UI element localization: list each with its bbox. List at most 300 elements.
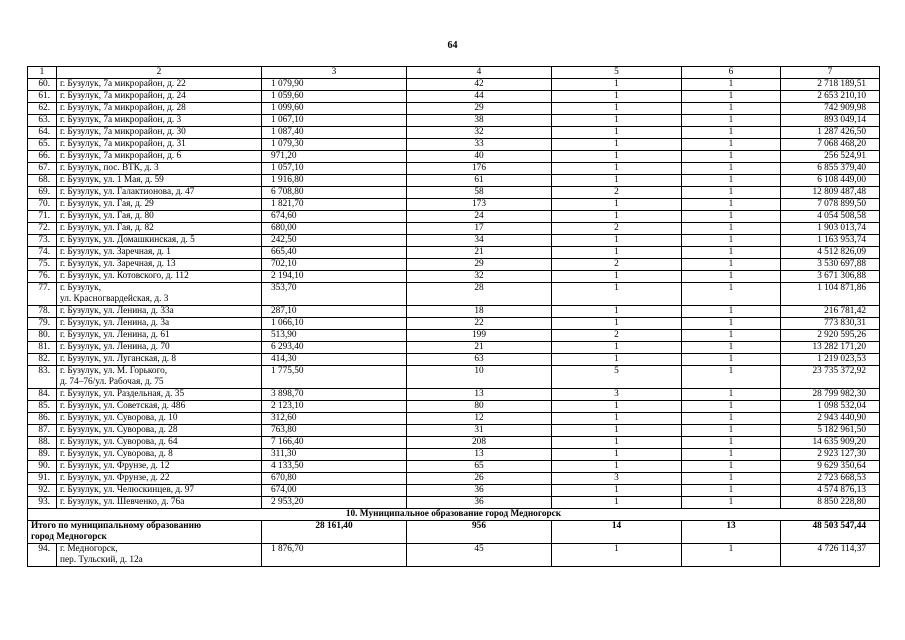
row-number: 69. — [28, 187, 57, 199]
cost-cell: 2 723 668,53 — [781, 473, 880, 485]
address-cell — [57, 127, 262, 139]
row-number: 72. — [28, 223, 57, 235]
table-row — [28, 187, 880, 199]
area-cell: 6 708,80 — [262, 187, 407, 199]
address-cell — [57, 473, 262, 485]
row-number: 86. — [28, 413, 57, 425]
total-col5: 14 — [552, 521, 682, 544]
col4-cell: 32 — [407, 271, 552, 283]
col4-cell: 29 — [407, 259, 552, 271]
col4-cell: 36 — [407, 485, 552, 497]
col5-cell: 1 — [552, 401, 682, 413]
address-cell — [57, 401, 262, 413]
address-cell-line: г. Бузулук, ул. Суворова, д. 64 — [60, 437, 178, 447]
address-cell — [57, 175, 262, 187]
col4-cell: 40 — [407, 151, 552, 163]
page-number: 64 — [447, 40, 458, 51]
col6-cell: 1 — [682, 115, 781, 127]
table-row — [28, 271, 880, 283]
cost-cell: 2 653 210,10 — [781, 91, 880, 103]
col6-cell: 1 — [682, 199, 781, 211]
col5-cell: 1 — [552, 318, 682, 330]
col5-cell: 1 — [552, 485, 682, 497]
address-cell-line: г. Бузулук, ул. Ленина, д. 33а — [60, 306, 174, 316]
cost-cell: 1 219 023,53 — [781, 354, 880, 366]
area-cell: 311,30 — [262, 449, 407, 461]
area-cell: 287,10 — [262, 306, 407, 318]
address-cell — [57, 342, 262, 354]
address-cell — [57, 366, 262, 389]
address-cell — [57, 79, 262, 91]
address-cell-line: г. Бузулук, ул. Ленина, д. 70 — [60, 342, 170, 352]
table-row — [28, 330, 880, 342]
column-number: 1 — [28, 67, 57, 79]
address-cell — [57, 497, 262, 509]
total-label-line: город Медногорск — [31, 532, 107, 542]
table-row — [28, 306, 880, 318]
row-number: 66. — [28, 151, 57, 163]
address-cell-line: г. Бузулук, — [60, 283, 102, 293]
address-cell — [57, 413, 262, 425]
area-cell: 513,90 — [262, 330, 407, 342]
col4-cell: 61 — [407, 175, 552, 187]
address-cell-line: г. Бузулук, ул. М. Горького, — [60, 366, 168, 376]
col5-cell: 1 — [552, 271, 682, 283]
cost-cell: 1 098 532,04 — [781, 401, 880, 413]
cost-cell: 3 530 697,88 — [781, 259, 880, 271]
col4-cell: 173 — [407, 199, 552, 211]
address-cell — [57, 223, 262, 235]
address-cell — [57, 318, 262, 330]
address-cell-line: г. Бузулук, 7а микрорайон, д. 22 — [60, 79, 186, 89]
row-number: 73. — [28, 235, 57, 247]
area-cell: 670,80 — [262, 473, 407, 485]
cost-cell: 4 512 826,09 — [781, 247, 880, 259]
col4-cell: 17 — [407, 223, 552, 235]
table-row — [28, 437, 880, 449]
area-cell: 3 898,70 — [262, 389, 407, 401]
table-row — [28, 342, 880, 354]
row-number: 60. — [28, 79, 57, 91]
address-cell-line: д. 74–76/ул. Рабочая, д. 75 — [60, 377, 164, 387]
col6-cell: 1 — [682, 306, 781, 318]
area-cell: 312,60 — [262, 413, 407, 425]
col4-cell: 32 — [407, 127, 552, 139]
address-cell-line: г. Бузулук, 7а микрорайон, д. 30 — [60, 127, 186, 137]
cost-cell: 2 920 595,26 — [781, 330, 880, 342]
col6-cell: 1 — [682, 449, 781, 461]
area-cell: 2 123,10 — [262, 401, 407, 413]
col5-cell: 1 — [552, 425, 682, 437]
col5-cell: 2 — [552, 187, 682, 199]
table-row — [28, 259, 880, 271]
col4-cell: 199 — [407, 330, 552, 342]
address-cell — [57, 437, 262, 449]
table-row — [28, 413, 880, 425]
address-cell — [57, 485, 262, 497]
address-cell — [57, 306, 262, 318]
table-row — [28, 389, 880, 401]
col5-cell: 1 — [552, 354, 682, 366]
row-number: 65. — [28, 139, 57, 151]
address-cell — [57, 187, 262, 199]
total-col6: 13 — [682, 521, 781, 544]
column-number: 7 — [781, 67, 880, 79]
total-cost: 48 503 547,44 — [781, 521, 880, 544]
address-cell — [57, 259, 262, 271]
address-cell-line: г. Бузулук, ул. Ленина, д. 61 — [60, 330, 170, 340]
col4-cell: 22 — [407, 318, 552, 330]
row-number: 76. — [28, 271, 57, 283]
address-cell — [57, 211, 262, 223]
col6-cell: 1 — [682, 211, 781, 223]
col4-cell: 26 — [407, 473, 552, 485]
col6-cell: 1 — [682, 330, 781, 342]
col5-cell: 1 — [552, 413, 682, 425]
col6-cell: 1 — [682, 271, 781, 283]
col5-cell: 1 — [552, 175, 682, 187]
section-title: 10. Муниципальное образование город Медногорск — [28, 509, 880, 521]
address-cell-line: г. Бузулук, 7а микрорайон, д. 24 — [60, 91, 186, 101]
table-row — [28, 79, 880, 91]
col5-cell: 2 — [552, 259, 682, 271]
cost-cell: 216 781,42 — [781, 306, 880, 318]
table-row — [28, 283, 880, 306]
col5-cell: 1 — [552, 247, 682, 259]
col6-cell: 1 — [682, 318, 781, 330]
col6-cell: 1 — [682, 342, 781, 354]
col6-cell: 1 — [682, 389, 781, 401]
col4-cell: 18 — [407, 306, 552, 318]
area-cell: 702,10 — [262, 259, 407, 271]
row-number: 68. — [28, 175, 57, 187]
col6-cell: 1 — [682, 259, 781, 271]
area-cell: 1 057,10 — [262, 163, 407, 175]
address-cell-line: ул. Красногвардейская, д. 3 — [60, 294, 169, 304]
col6-cell: 1 — [682, 401, 781, 413]
address-cell-line: г. Бузулук, 7а микрорайон, д. 3 — [60, 115, 182, 125]
row-number: 81. — [28, 342, 57, 354]
area-cell: 665,40 — [262, 247, 407, 259]
column-number-row — [28, 67, 880, 79]
area-cell: 1 876,70 — [262, 544, 407, 567]
address-cell — [57, 151, 262, 163]
col5-cell: 1 — [552, 103, 682, 115]
column-number: 3 — [262, 67, 407, 79]
cost-cell: 1 104 871,86 — [781, 283, 880, 306]
cost-cell: 4 574 876,13 — [781, 485, 880, 497]
table-row — [28, 235, 880, 247]
address-cell-line: г. Бузулук, ул. Челюскинцев, д. 97 — [60, 485, 195, 495]
col4-cell: 21 — [407, 247, 552, 259]
col5-cell: 1 — [552, 306, 682, 318]
row-number: 62. — [28, 103, 57, 115]
area-cell: 763,80 — [262, 425, 407, 437]
address-cell-line: пер. Тульский, д. 12а — [60, 555, 143, 565]
cost-cell: 2 923 127,30 — [781, 449, 880, 461]
address-cell-line: г. Бузулук, ул. Заречная, д. 13 — [60, 259, 176, 269]
row-number: 83. — [28, 366, 57, 389]
total-row — [28, 521, 880, 544]
col4-cell: 42 — [407, 79, 552, 91]
col5-cell: 1 — [552, 235, 682, 247]
cost-cell: 14 635 909,20 — [781, 437, 880, 449]
row-number: 87. — [28, 425, 57, 437]
area-cell: 1 079,30 — [262, 139, 407, 151]
col5-cell: 1 — [552, 497, 682, 509]
row-number: 75. — [28, 259, 57, 271]
row-number: 90. — [28, 461, 57, 473]
col5-cell: 1 — [552, 199, 682, 211]
address-cell-line: г. Бузулук, ул. Гая, д. 82 — [60, 223, 154, 233]
col6-cell: 1 — [682, 437, 781, 449]
address-cell-line: г. Бузулук, ул. Суворова, д. 28 — [60, 425, 178, 435]
col6-cell: 1 — [682, 473, 781, 485]
area-cell: 971,20 — [262, 151, 407, 163]
col5-cell: 2 — [552, 223, 682, 235]
area-cell: 414,30 — [262, 354, 407, 366]
col6-cell: 1 — [682, 79, 781, 91]
col4-cell: 36 — [407, 497, 552, 509]
col4-cell: 65 — [407, 461, 552, 473]
col6-cell: 1 — [682, 354, 781, 366]
table-row — [28, 354, 880, 366]
area-cell: 674,60 — [262, 211, 407, 223]
col5-cell: 1 — [552, 211, 682, 223]
col4-cell: 38 — [407, 115, 552, 127]
table-row — [28, 473, 880, 485]
address-cell-line: г. Бузулук, 7а микрорайон, д. 28 — [60, 103, 186, 113]
col4-cell: 13 — [407, 389, 552, 401]
col4-cell: 10 — [407, 366, 552, 389]
col5-cell: 1 — [552, 544, 682, 567]
address-cell — [57, 461, 262, 473]
cost-cell: 7 068 468,20 — [781, 139, 880, 151]
col4-cell: 44 — [407, 91, 552, 103]
area-cell: 674,00 — [262, 485, 407, 497]
area-cell: 2 194,10 — [262, 271, 407, 283]
cost-cell: 6 108 449,00 — [781, 175, 880, 187]
cost-cell: 742 909,98 — [781, 103, 880, 115]
area-cell: 242,50 — [262, 235, 407, 247]
col4-cell: 29 — [407, 103, 552, 115]
address-cell-line: г. Бузулук, ул. Галактионова, д. 47 — [60, 187, 195, 197]
row-number: 84. — [28, 389, 57, 401]
area-cell: 2 953,20 — [262, 497, 407, 509]
address-cell-line: г. Бузулук, ул. Гая, д. 29 — [60, 199, 154, 209]
table-row — [28, 366, 880, 389]
cost-cell: 7 078 899,50 — [781, 199, 880, 211]
address-cell — [57, 115, 262, 127]
col6-cell: 1 — [682, 366, 781, 389]
cost-cell: 2 943 440,90 — [781, 413, 880, 425]
col4-cell: 33 — [407, 139, 552, 151]
address-cell-line: г. Бузулук, ул. Суворова, д. 8 — [60, 449, 173, 459]
address-cell-line: г. Бузулук, пос. ВТК, д. 3 — [60, 163, 159, 173]
col6-cell: 1 — [682, 283, 781, 306]
cost-cell: 773 830,31 — [781, 318, 880, 330]
row-number: 70. — [28, 199, 57, 211]
table-row — [28, 247, 880, 259]
address-cell — [57, 163, 262, 175]
area-cell: 1 916,80 — [262, 175, 407, 187]
col4-cell: 31 — [407, 425, 552, 437]
address-cell-line: г. Бузулук, ул. Заречная, д. 1 — [60, 247, 171, 257]
area-cell: 1 099,60 — [262, 103, 407, 115]
table-row — [28, 163, 880, 175]
table-row — [28, 497, 880, 509]
cost-cell: 9 629 350,64 — [781, 461, 880, 473]
cost-cell: 28 799 982,30 — [781, 389, 880, 401]
address-cell-line: г. Бузулук, ул. Луганская, д. 8 — [60, 354, 177, 364]
col5-cell: 1 — [552, 437, 682, 449]
address-cell — [57, 103, 262, 115]
table-row — [28, 425, 880, 437]
area-cell: 1 087,40 — [262, 127, 407, 139]
address-cell-line: г. Медногорск, — [60, 544, 118, 554]
cost-cell: 256 524,91 — [781, 151, 880, 163]
column-number: 2 — [57, 67, 262, 79]
col4-cell: 208 — [407, 437, 552, 449]
col6-cell: 1 — [682, 497, 781, 509]
col4-cell: 80 — [407, 401, 552, 413]
col6-cell: 1 — [682, 461, 781, 473]
col6-cell: 1 — [682, 91, 781, 103]
column-number: 5 — [552, 67, 682, 79]
cost-cell: 1 163 953,74 — [781, 235, 880, 247]
area-cell: 7 166,40 — [262, 437, 407, 449]
address-cell — [57, 283, 262, 306]
row-number: 63. — [28, 115, 57, 127]
row-number: 89. — [28, 449, 57, 461]
row-number: 92. — [28, 485, 57, 497]
col5-cell: 3 — [552, 389, 682, 401]
address-cell-line: г. Бузулук, ул. Раздельная, д. 35 — [60, 389, 185, 399]
total-area: 28 161,40 — [262, 521, 407, 544]
col6-cell: 1 — [682, 163, 781, 175]
address-cell — [57, 91, 262, 103]
cost-cell: 12 809 487,48 — [781, 187, 880, 199]
cost-cell: 8 850 228,80 — [781, 497, 880, 509]
cost-cell: 4 054 508,58 — [781, 211, 880, 223]
address-cell-line: г. Бузулук, 7а микрорайон, д. 6 — [60, 151, 182, 161]
col5-cell: 1 — [552, 139, 682, 151]
cost-cell: 1 287 426,50 — [781, 127, 880, 139]
row-number: 78. — [28, 306, 57, 318]
cost-cell: 2 718 189,51 — [781, 79, 880, 91]
row-number: 91. — [28, 473, 57, 485]
table-row — [28, 223, 880, 235]
area-cell: 6 293,40 — [262, 342, 407, 354]
col5-cell: 1 — [552, 342, 682, 354]
address-cell — [57, 271, 262, 283]
cost-cell: 1 903 013,74 — [781, 223, 880, 235]
col6-cell: 1 — [682, 485, 781, 497]
address-cell-line: г. Бузулук, ул. Котовского, д. 112 — [60, 271, 189, 281]
col6-cell: 1 — [682, 223, 781, 235]
cost-cell: 5 182 961,50 — [781, 425, 880, 437]
address-cell — [57, 425, 262, 437]
col4-cell: 34 — [407, 235, 552, 247]
address-cell-line: г. Бузулук, ул. Фрунзе, д. 22 — [60, 473, 170, 483]
table-row — [28, 211, 880, 223]
row-number: 79. — [28, 318, 57, 330]
address-cell-line: г. Бузулук, ул. 1 Мая, д. 59 — [60, 175, 164, 185]
table-row — [28, 139, 880, 151]
col5-cell: 1 — [552, 461, 682, 473]
row-number: 77. — [28, 283, 57, 306]
row-number: 74. — [28, 247, 57, 259]
row-number: 71. — [28, 211, 57, 223]
row-number: 88. — [28, 437, 57, 449]
address-cell — [57, 247, 262, 259]
col5-cell: 1 — [552, 283, 682, 306]
col6-cell: 1 — [682, 139, 781, 151]
address-cell — [57, 199, 262, 211]
col4-cell: 12 — [407, 413, 552, 425]
row-number: 93. — [28, 497, 57, 509]
row-number: 67. — [28, 163, 57, 175]
col5-cell: 1 — [552, 151, 682, 163]
table-row — [28, 91, 880, 103]
table-row — [28, 115, 880, 127]
table-row — [28, 103, 880, 115]
col4-cell: 45 — [407, 544, 552, 567]
cost-cell: 3 671 306,88 — [781, 271, 880, 283]
area-cell: 1 821,70 — [262, 199, 407, 211]
address-cell — [57, 354, 262, 366]
col5-cell: 1 — [552, 163, 682, 175]
total-label — [28, 521, 262, 544]
row-number: 80. — [28, 330, 57, 342]
table-row — [28, 544, 880, 567]
cost-cell: 4 726 114,37 — [781, 544, 880, 567]
col6-cell: 1 — [682, 544, 781, 567]
col6-cell: 1 — [682, 127, 781, 139]
table-row — [28, 318, 880, 330]
address-cell-line: г. Бузулук, ул. Шевченко, д. 76а — [60, 497, 185, 507]
cost-cell: 23 735 372,92 — [781, 366, 880, 389]
address-cell-line: г. Бузулук, 7а микрорайон, д. 31 — [60, 139, 186, 149]
address-cell — [57, 235, 262, 247]
col4-cell: 58 — [407, 187, 552, 199]
area-cell: 1 775,50 — [262, 366, 407, 389]
address-cell — [57, 544, 262, 567]
area-cell: 1 059,60 — [262, 91, 407, 103]
section-row — [28, 509, 880, 521]
row-number: 94. — [28, 544, 57, 567]
table-row — [28, 449, 880, 461]
table-row — [28, 175, 880, 187]
row-number: 64. — [28, 127, 57, 139]
address-cell — [57, 139, 262, 151]
register-table — [27, 66, 880, 567]
col5-cell: 5 — [552, 366, 682, 389]
area-cell: 353,70 — [262, 283, 407, 306]
col5-cell: 1 — [552, 91, 682, 103]
table-row — [28, 485, 880, 497]
col4-cell: 13 — [407, 449, 552, 461]
area-cell: 1 067,10 — [262, 115, 407, 127]
col5-cell: 2 — [552, 330, 682, 342]
col4-cell: 24 — [407, 211, 552, 223]
address-cell-line: г. Бузулук, ул. Гая, д. 80 — [60, 211, 154, 221]
address-cell — [57, 449, 262, 461]
col4-cell: 21 — [407, 342, 552, 354]
area-cell: 1 066,10 — [262, 318, 407, 330]
col6-cell: 1 — [682, 151, 781, 163]
row-number: 82. — [28, 354, 57, 366]
